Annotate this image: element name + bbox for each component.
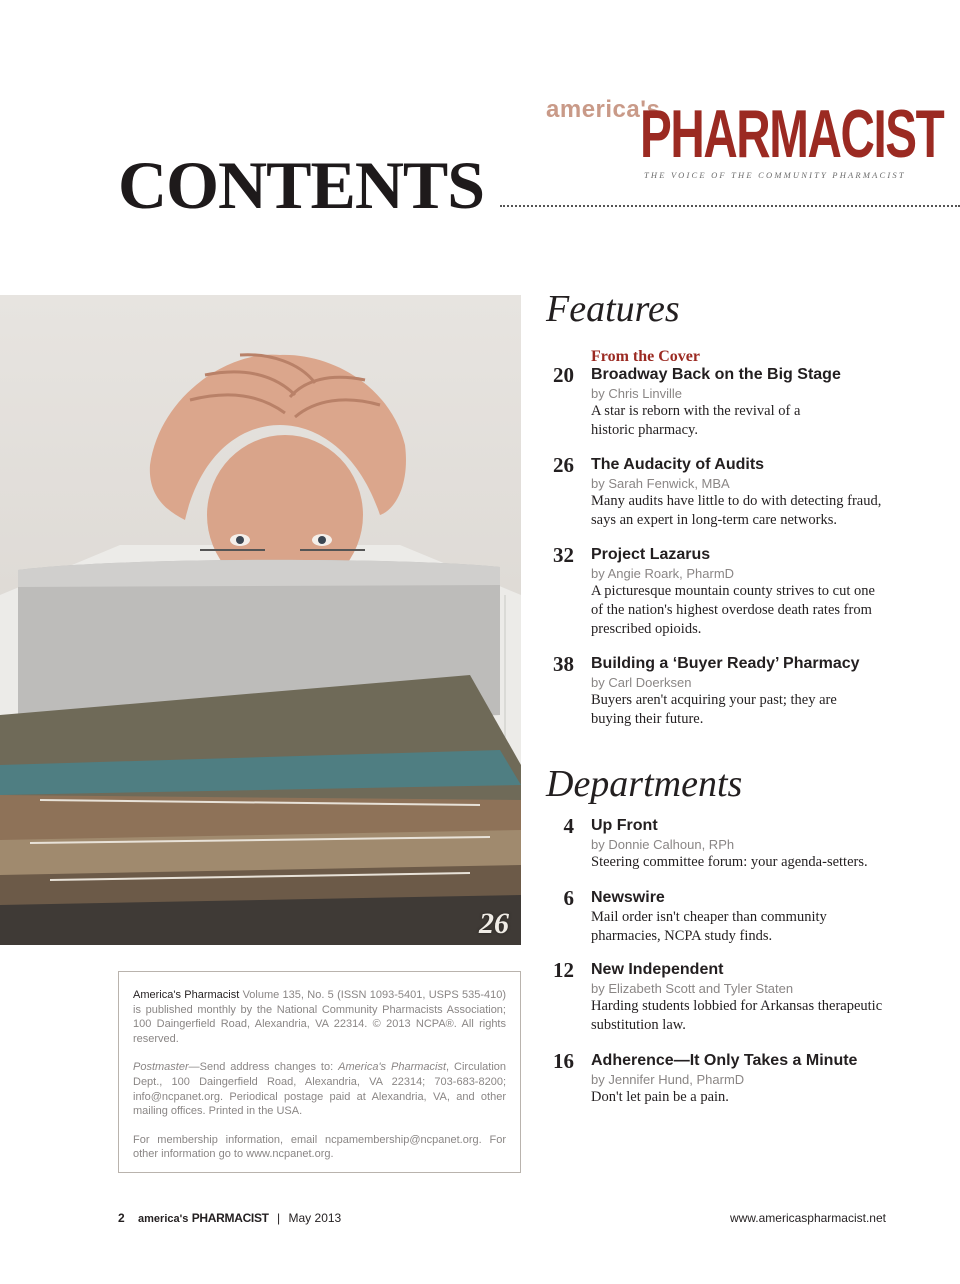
- feature-dek: A picturesque mountain county strives to cut one of the nation's highest overdose death rates from prescribed opioids.: [591, 583, 875, 637]
- department-item[interactable]: [546, 888, 946, 950]
- department-item[interactable]: [546, 1051, 946, 1113]
- feature-dek: A star is reborn with the revival of a historic pharmacy.: [591, 403, 801, 438]
- info-paragraph-3: For membership information, email ncpamembership@ncpanet.org. For other information go to www.ncpanet.org.: [133, 1133, 506, 1161]
- info-postmaster-mid: —Send address changes to:: [188, 1061, 339, 1074]
- footer-separator: |: [277, 1211, 281, 1225]
- footer-website-link[interactable]: www.americaspharmacist.net: [729, 1211, 886, 1225]
- dotted-divider: [500, 205, 960, 207]
- department-item[interactable]: [546, 960, 946, 1040]
- photo-illustration: [0, 295, 521, 945]
- features-heading: Features: [546, 288, 680, 330]
- department-dek: Don't let pain be a pain.: [591, 1089, 729, 1105]
- feature-dek: Many audits have little to do with detecting fraud, says an expert in long-term care networks.: [591, 493, 882, 528]
- department-byline: by Elizabeth Scott and Tyler Staten: [591, 981, 794, 996]
- feature-byline: by Sarah Fenwick, MBA: [591, 476, 730, 491]
- department-byline: by Donnie Calhoun, RPh: [591, 837, 735, 852]
- department-page-number: 6: [563, 886, 574, 910]
- department-byline: by Jennifer Hund, PharmD: [591, 1072, 745, 1087]
- feature-item[interactable]: [546, 349, 946, 444]
- department-page-number: 16: [553, 1049, 574, 1073]
- footer-brand-pharmacist: PHARMACIST: [191, 1211, 269, 1225]
- feature-title: Building a ‘Buyer Ready’ Pharmacy: [591, 655, 860, 672]
- feature-title: Broadway Back on the Big Stage: [591, 366, 841, 383]
- page-title: CONTENTS: [118, 147, 485, 223]
- publication-info-box: [118, 971, 521, 1173]
- photo-page-number: 26: [479, 907, 509, 940]
- masthead-pharmacist: PHARMACIST: [640, 96, 944, 172]
- feature-page-number: 20: [553, 363, 574, 387]
- feature-title: The Audacity of Audits: [591, 456, 765, 473]
- footer-issue-date: May 2013: [288, 1211, 342, 1225]
- department-page-number: 12: [553, 958, 574, 982]
- footer-page-number: 2: [118, 1211, 125, 1225]
- masthead-americas: america's: [546, 96, 661, 123]
- department-title: Newswire: [591, 889, 665, 906]
- feature-page-number: 38: [553, 652, 574, 676]
- feature-title: Project Lazarus: [591, 546, 711, 563]
- footer-brand-americas: america's: [138, 1213, 189, 1225]
- departments-heading: Departments: [546, 763, 743, 805]
- department-dek: Harding students lobbied for Arkansas therapeutic substitution law.: [591, 998, 883, 1033]
- department-title: Up Front: [591, 817, 658, 834]
- info-paragraph-2: [133, 1060, 506, 1118]
- info-publication-name: America's Pharmacist: [133, 989, 240, 1001]
- masthead-logo: [544, 96, 944, 186]
- info-paragraph-1: [133, 988, 506, 1046]
- department-dek: Steering committee forum: your agenda-setters.: [591, 854, 868, 870]
- feature-byline: by Carl Doerksen: [591, 675, 692, 690]
- footer-folio: [118, 1211, 341, 1225]
- feature-page-number: 32: [553, 543, 574, 567]
- department-item[interactable]: [546, 816, 946, 878]
- feature-kicker: From the Cover: [591, 348, 700, 365]
- info-postmaster-lead: Postmaster: [133, 1061, 189, 1074]
- department-title: New Independent: [591, 961, 724, 978]
- info-publication-text: Volume 135, No. 5 (ISSN 1093-5401, USPS 535-410) is published monthly by the National Community Pharmacists Association; 100 Daingerfield Road, Alexandria, VA 22314. © 2013 NCPA®. All rights reserved.: [133, 989, 506, 1045]
- feature-dek: Buyers aren't acquiring your past; they are buying their future.: [591, 692, 837, 727]
- feature-page-number: 26: [553, 453, 574, 477]
- department-title: Adherence—It Only Takes a Minute: [591, 1052, 858, 1069]
- feature-byline: by Angie Roark, PharmD: [591, 566, 735, 581]
- feature-item[interactable]: [546, 654, 946, 734]
- feature-byline: by Chris Linville: [591, 386, 683, 401]
- feature-item[interactable]: [546, 455, 946, 535]
- masthead-tagline: THE VOICE OF THE COMMUNITY PHARMACIST: [644, 170, 906, 180]
- department-dek: Mail order isn't cheaper than community pharmacies, NCPA study finds.: [591, 909, 827, 944]
- cover-photo: [0, 295, 521, 945]
- info-postmaster-italic: America's Pharmacist: [338, 1061, 447, 1074]
- feature-item[interactable]: [546, 545, 946, 645]
- department-page-number: 4: [563, 814, 574, 838]
- info-postmaster-text: , Circulation Dept., 100 Daingerfield Road, Alexandria, VA 22314; 703-683-8200; info@ncpanet.org. Periodical postage paid at Alexandria, VA, and other mailing offices. Printed in the USA.: [133, 1061, 507, 1118]
